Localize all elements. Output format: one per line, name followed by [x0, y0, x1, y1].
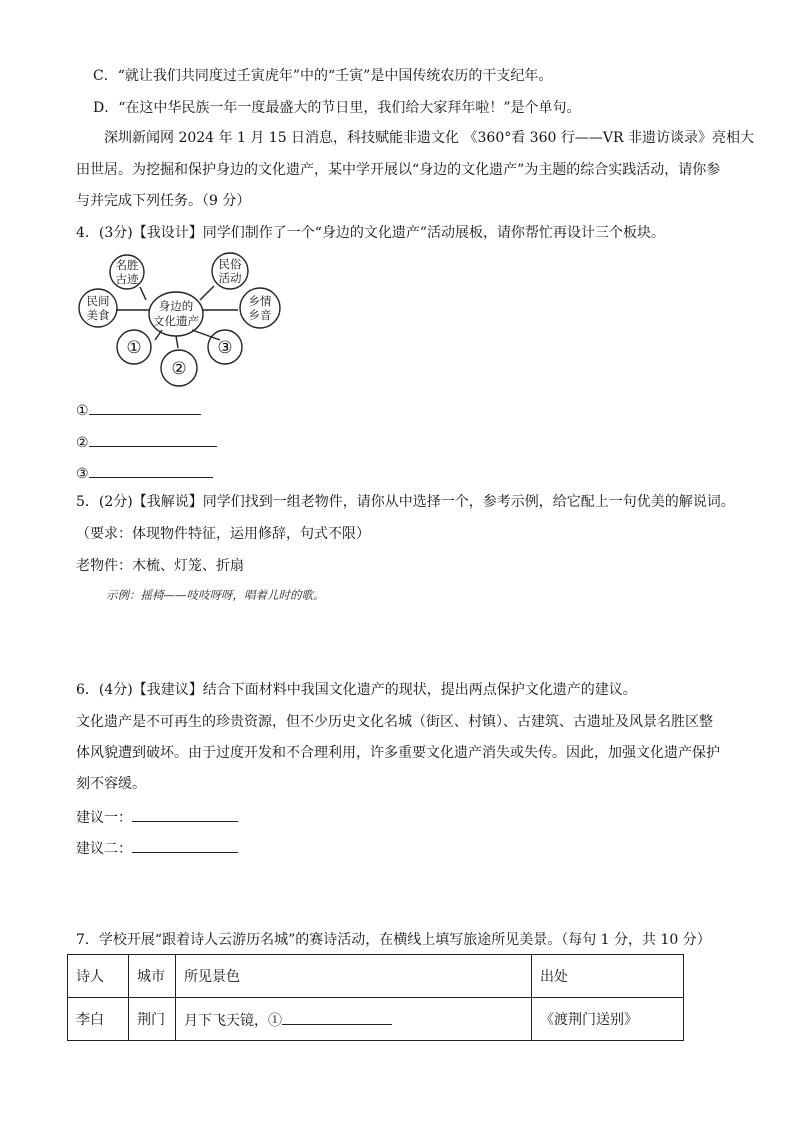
- q5-objects: 老物件：木梳、灯笼、折扇: [76, 558, 244, 574]
- center-label-line-1: 身边的: [158, 299, 194, 313]
- cell-poet: 李白: [68, 998, 129, 1041]
- intro-line-1: 深圳新闻网 2024 年 1 月 15 日消息，科技赋能非遗文化 《360°看 360 行——VR 非遗访谈录》亮相大: [104, 130, 754, 146]
- q6-material-line-2: 体风貌遭到破坏。由于过度开发和不合理利用，许多重要文化遗产消失或失传。因此，加强文化遗产保护: [76, 745, 720, 761]
- connector-line: [192, 330, 220, 340]
- answer-blank-3[interactable]: [89, 462, 213, 478]
- suggestion-1-label: 建议一：: [76, 810, 132, 826]
- q5-prompt: 5．(2分)【我解说】同学们找到一组老物件，请你从中选择一个，参考示例，给它配上一句优美的解说词。: [76, 494, 735, 510]
- node-label-minjian-2: 美食: [86, 308, 110, 322]
- cell-source: 《渡荆门送别》: [532, 998, 684, 1041]
- answer-blank-1[interactable]: [89, 399, 201, 415]
- table-row: [68, 998, 684, 1041]
- table-header-row: [68, 955, 684, 998]
- q4-prompt: 4．(3分)【我设计】同学们制作了一个“身边的文化遗产”活动展板，请你帮忙再设计三个板块。: [76, 225, 666, 241]
- q4-answer-row-1: [76, 399, 201, 421]
- node-label-minsu-1: 民俗: [218, 257, 242, 271]
- q6-prompt: 6．(4分)【我建议】结合下面材料中我国文化遗产的现状，提出两点保护文化遗产的建议。: [76, 682, 637, 698]
- q6-material-line-3: 刻不容缓。: [76, 776, 146, 792]
- cell-scene: [176, 998, 532, 1041]
- node-label-minsu-2: 活动: [218, 271, 242, 285]
- exhibit-board-diagram: [76, 250, 296, 390]
- connector-line: [176, 336, 178, 348]
- q7-prompt: 7．学校开展“跟着诗人云游历名城”的赛诗活动，在横线上填写旅途所见美景。（每句 1 分，共 10 分）: [76, 932, 711, 948]
- blank-number-3: ③: [217, 338, 233, 358]
- suggestion-2-row: [76, 837, 238, 859]
- blank-number-1: ①: [126, 338, 142, 358]
- blank-number-2: ②: [171, 359, 187, 379]
- node-label-minjian-1: 民间: [86, 294, 110, 308]
- node-label-mingsheng-2: 古迹: [115, 272, 139, 286]
- suggestion-1-row: [76, 806, 238, 828]
- header-scene: 所见景色: [176, 955, 532, 998]
- answer-number-2: ②: [76, 435, 89, 451]
- suggestion-2-label: 建议二：: [76, 841, 132, 857]
- center-label-line-2: 文化遗产: [153, 314, 199, 328]
- scene-text: 月下飞天镜，: [184, 1012, 268, 1029]
- q4-answer-row-3: [76, 462, 213, 484]
- connector-line: [140, 287, 146, 300]
- node-label-xiangqing-1: 乡情: [248, 294, 272, 308]
- scene-answer-blank[interactable]: [282, 1009, 392, 1025]
- q5-requirement: （要求：体现物件特征，运用修辞，句式不限）: [76, 526, 370, 542]
- node-label-xiangqing-2: 乡音: [248, 308, 272, 322]
- q6-material-line-1: 文化遗产是不可再生的珍贵资源，但不少历史文化名城（街区、村镇）、古建筑、古遗址及风景名胜区整: [76, 714, 713, 730]
- cell-city: 荆门: [129, 998, 176, 1041]
- suggestion-1-blank[interactable]: [132, 806, 238, 822]
- header-city: 城市: [129, 955, 176, 998]
- answer-blank-2[interactable]: [89, 431, 217, 447]
- answer-number-3: ③: [76, 466, 89, 482]
- poem-table: [67, 954, 684, 1041]
- node-label-mingsheng-1: 名胜: [115, 258, 139, 272]
- option-d: D．“在这中华民族一年一度最盛大的节日里，我们给大家拜年啦！”是个单句。: [93, 100, 581, 116]
- intro-line-3: 与并完成下列任务。（9 分）: [76, 193, 251, 209]
- q4-answer-row-2: [76, 431, 217, 453]
- answer-number-1: ①: [76, 403, 89, 419]
- option-c: C．“就让我们共同度过壬寅虎年”中的“壬寅”是中国传统农历的干支纪年。: [93, 68, 553, 84]
- scene-blank-number: ①: [268, 1012, 282, 1029]
- header-poet: 诗人: [68, 955, 129, 998]
- suggestion-2-blank[interactable]: [132, 837, 238, 853]
- header-source: 出处: [532, 955, 684, 998]
- q5-example: 示例：摇椅——吱吱呀呀，唱着儿时的歌。: [106, 588, 325, 602]
- intro-line-2: 田世居。为挖掘和保护身边的文化遗产，某中学开展以“身边的文化遗产”为主题的综合实践活动，请你参: [76, 162, 721, 178]
- connector-line: [200, 286, 214, 300]
